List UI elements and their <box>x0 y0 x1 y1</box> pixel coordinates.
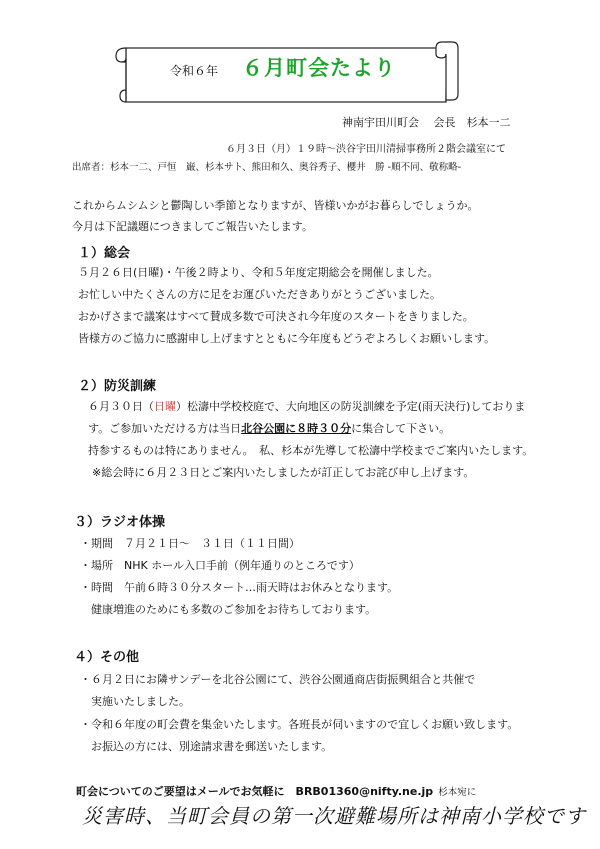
page-title: ６月町会たより <box>242 56 396 80</box>
title-scroll-banner <box>112 40 462 106</box>
section-line: お振込の方には、別途請求書を郵送いたします。 <box>80 740 333 753</box>
attendees-line: 出席者：杉本一二、戸恒 巌、杉本サト、熊田和久、奥谷秀子、櫻井 勝 -順不同、敬称略- <box>72 162 462 173</box>
meeting-info: ６月３日（月）１９時～渋谷宇田川清掃事務所２階会議室にて <box>226 144 506 155</box>
section-line: ・６月２日にお隣サンデーを北谷公園にて、渋谷公園通商店街振興組合と共催で <box>80 673 476 686</box>
title-era: 令和６年 <box>170 64 219 78</box>
section-note: ※総会時に６月２３日とご案内いたしましたが訂正してお詫び申し上げます。 <box>92 466 475 479</box>
section-line: す。ご参加いただける方は当日北谷公園に８時３０分に集合して下さい。 <box>88 422 451 435</box>
contact-suffix: 杉本宛に <box>438 787 477 798</box>
section-heading-general-meeting: １）総会 <box>78 246 131 261</box>
section-heading-radio-exercise: ３）ラジオ体操 <box>74 515 166 530</box>
contact-line <box>76 780 476 799</box>
section-line: ・場所 NHK ホール入口手前（例年通りのところです） <box>80 559 360 572</box>
section-line: 皆様方のご協力に感謝申し上げますとともに今年度もどうぞよろしくお願いします。 <box>78 332 496 345</box>
section-line: お忙しい中たくさんの方に足をお運びいただきありがとうございました。 <box>78 288 441 301</box>
section-line: ６月３０日（日曜）松濤中学校校庭で、大向地区の防災訓練を予定(雨天決行)しておりま <box>88 400 526 413</box>
meeting-point-highlight: 北谷公園に８時３０分 <box>241 422 352 435</box>
section-heading-disaster-drill: ２）防災訓練 <box>78 379 157 394</box>
section-line: 持参するものは特にありません。 私、杉本が先導して松濤中学校までご案内いたします。 <box>88 444 534 457</box>
section-line: ・期間 ７月２１日～ ３１日（１１日間） <box>80 537 300 550</box>
section-line: 健康増進のためにも多数のご参加をお待ちしております。 <box>80 603 377 616</box>
intro-line: これからムシムシと鬱陶しい季節となりますが、皆様いかがお暮らしでしょうか。 <box>72 199 479 212</box>
section-line: ・時間 午前６時３０分スタート…雨天時はお休みとなります。 <box>80 581 399 594</box>
section-line: ・令和６年度の町会費を集金いたします。各班長が伺いますので宜しくお願い致します。 <box>80 718 519 731</box>
section-line: おかげさまで議案はすべて賛成多数で可決され今年度のスタートをきりました。 <box>78 310 474 323</box>
contact-text: 町会についてのご要望はメールでお気軽に BRB01360@nifty.ne.jp <box>76 785 434 798</box>
author-line: 神南宇田川町会 会長 杉本一二 <box>342 116 511 129</box>
evacuation-notice: 災害時、当町会員の第一次避難場所は神南小学校です <box>82 804 586 828</box>
section-line: ５月２６日(日曜)・午後２時より、令和５年度定期総会を開催しました。 <box>78 266 439 279</box>
section-line: 実施いたしました。 <box>80 695 190 708</box>
intro-line: 今月は下記議題につきましてご報告いたします。 <box>72 220 313 233</box>
section-heading-other: ４）その他 <box>74 650 140 665</box>
highlight-day: 日曜 <box>154 400 176 413</box>
